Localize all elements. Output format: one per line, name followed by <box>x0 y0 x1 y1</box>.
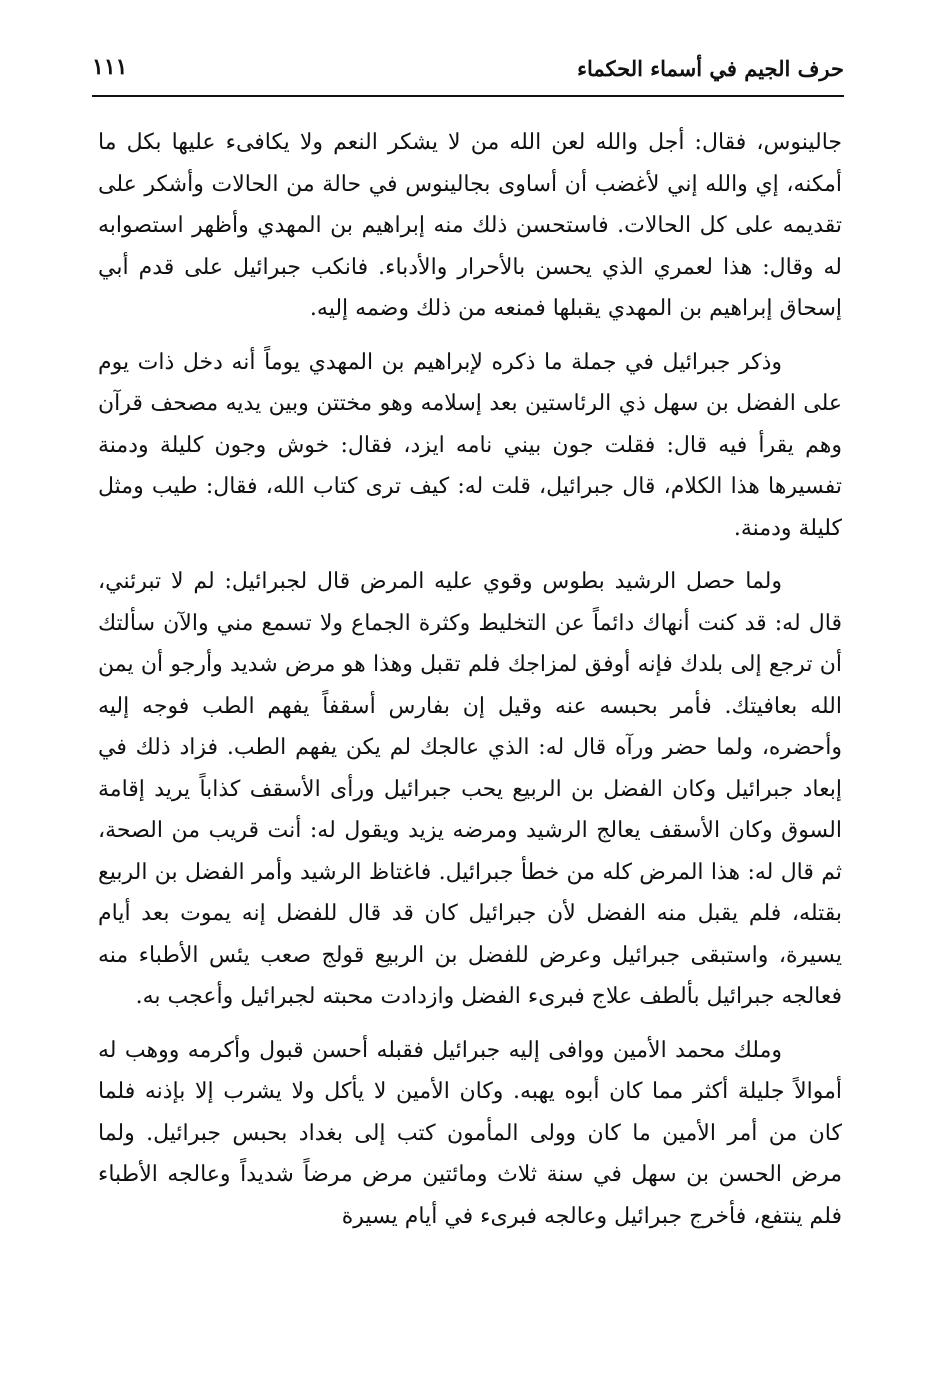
page-number: ١١١ <box>92 54 128 80</box>
header-divider <box>92 95 844 97</box>
body-text <box>98 122 842 1249</box>
paragraph: وملك محمد الأمين ووافى إليه جبرائيل فقبله أحسن قبول وأكرمه ووهب له أموالاً جليلة أكثر مما كان أبوه يهبه. وكان الأمين لا يأكل ولا يشرب إلا بإذنه فلما كان من أمر الأمين ما كان وولى المأمون كتب إلى بغداد بحبس جبرائيل. ولما مرض الحسن بن سهل في سنة ثلاث ومائتين مرض مرضاً شديداً وعالجه الأطباء فلم ينتفع، فأخرج جبرائيل وعالجه فبرىء في أيام يسيرة <box>98 1037 842 1229</box>
page-header <box>92 52 844 88</box>
paragraph: ولما حصل الرشيد بطوس وقوي عليه المرض قال لجبرائيل: لم لا تبرئني، قال له: قد كنت أنهاك دائماً عن التخليط وكثرة الجماع ولا تسمع مني والآن سألتك أن ترجع إلى بلدك فإنه أوفق لمزاجك فلم تقبل وهذا هو مرض شديد وأرجو أن يمن الله بعافيتك. فأمر بحبسه عنه وقيل إن بفارس أسقفاً يفهم الطب فوجه إليه وأحضره، ولما حضر ورآه قال له: الذي عالجك لم يكن يفهم الطب. فزاد ذلك في إبعاد جبرائيل وكان الفضل بن الربيع يحب جبرائيل ورأى الأسقف كذاباً يريد إقامة السوق وكان الأسقف يعالج الرشيد ومرضه يزيد ويقول له: أنت قريب من الصحة، ثم قال له: هذا المرض كله من خطأ جبرائيل. فاغتاظ الرشيد وأمر الفضل بن الربيع بقتله، فلم يقبل منه الفضل لأن جبرائيل كان قد قال للفضل إنه يموت بعد أيام يسيرة، واستبقى جبرائيل وعرض للفضل بن الربيع قولج صعب يئس الأطباء منه فعالجه جبرائيل بألطف علاج فبرىء الفضل وازدادت محبته لجبرائيل وأعجب به. <box>98 569 842 1009</box>
paragraph: جالينوس، فقال: أجل والله لعن الله من لا يشكر النعم ولا يكافىء عليها بكل ما أمكنه، إي والله إني لأغضب أن أساوى بجالينوس في حالة من الحالات وأشكر على تقديمه على كل الحالات. فاستحسن ذلك منه إبراهيم بن المهدي وأظهر استصوابه له وقال: هذا لعمري الذي يحسن بالأحرار والأدباء. فانكب جبرائيل على قدم أبي إسحاق إبراهيم بن المهدي يقبلها فمنعه من ذلك وضمه إليه. <box>98 130 842 321</box>
paragraph: وذكر جبرائيل في جملة ما ذكره لإبراهيم بن المهدي يوماً أنه دخل ذات يوم على الفضل بن سهل ذي الرئاستين بعد إسلامه وهو مختتن وبين يديه مصحف قرآن وهم يقرأ فيه قال: فقلت جون بيني نامه ايزد، فقال: خوش وجون كليلة ودمنة تفسيرها هذا الكلام، قال جبرائيل، قلت له: كيف ترى كتاب الله، فقال: طيب ومثل كليلة ودمنة. <box>98 349 842 541</box>
running-title: حرف الجيم في أسماء الحكماء <box>577 56 844 81</box>
